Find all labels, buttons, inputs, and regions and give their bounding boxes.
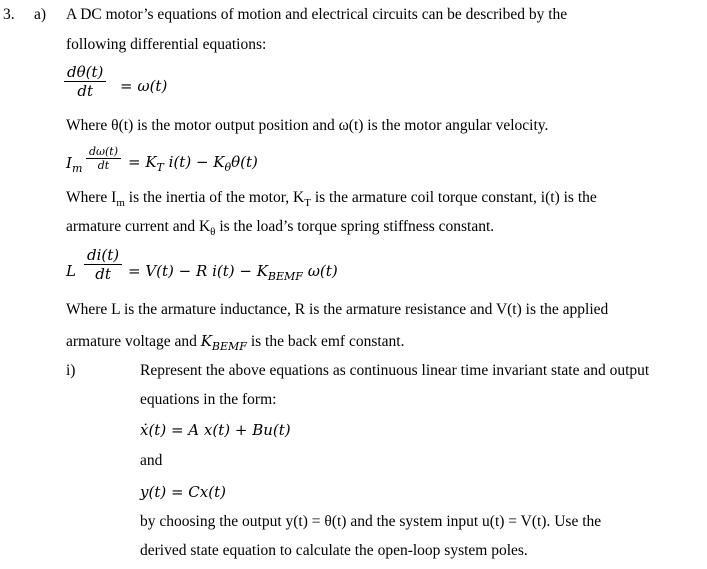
subpart-line-4: derived state equation to calculate the open-loop system poles.: [140, 542, 528, 559]
subpart-line-2: equations in the form:: [140, 391, 277, 408]
equation-1-denominator: dt: [77, 82, 93, 100]
equation-3-where-line-1: Where L is the armature inductance, R is the armature resistance and V(t) is the applied: [66, 301, 609, 318]
equation-2-denominator: dt: [97, 159, 110, 172]
subpart-line-3: by choosing the output y(t) = θ(t) and the system input u(t) = V(t). Use the: [140, 513, 602, 530]
equation-2-where-line-1: Where $I_m$ is the inertia of the motor, $K_T$ is the armature coil torque constant, i(t) is the: [66, 189, 597, 209]
equation-3-numerator: di(t): [87, 246, 120, 264]
equation-1-rhs: = ω(t): [120, 77, 168, 95]
intro-line-2: following differential equations:: [66, 36, 267, 53]
subpart-label: i): [66, 362, 76, 379]
equation-3-rhs: = V(t) − R $i(t) - K_{BEMF}$ ω(t): [128, 262, 338, 283]
subpart-line-1: Represent the above equations as continuous linear time invariant state and output: [140, 362, 650, 379]
equation-2-numerator: dω(t): [89, 145, 119, 158]
and-word: and: [140, 452, 163, 469]
equation-2-fraction: [86, 145, 121, 172]
equation-2-where-line-2: armature current and $K_\theta$ is the load’s torque spring stiffness constant.: [66, 218, 495, 238]
equation-3-fraction: [84, 246, 122, 283]
equation-1-where: Where θ(t) is the motor output position and ω(t) is the motor angular velocity.: [66, 117, 549, 134]
equation-2-lhs-coeff: $I_m$: [66, 154, 83, 175]
equation-2-rhs: = $K_T$ $i(t) - K_\theta\theta(t)$: [128, 153, 258, 174]
equation-1-fraction: [64, 63, 106, 100]
equation-3-lhs-coeff: L: [66, 262, 76, 280]
state-equation: ẋ(t) = A x(t) + Bu(t): [140, 421, 291, 439]
output-equation: y(t) = Cx(t): [140, 483, 226, 501]
equation-3-where-line-2: armature voltage and $K_{BEMF}$ is the back emf constant.: [66, 332, 405, 353]
question-number: 3.: [3, 6, 15, 23]
part-label: a): [34, 6, 47, 23]
intro-line-1: A DC motor’s equations of motion and electrical circuits can be described by the: [66, 6, 568, 23]
equation-1-numerator: dθ(t): [67, 63, 104, 81]
equation-3-denominator: dt: [95, 265, 111, 283]
